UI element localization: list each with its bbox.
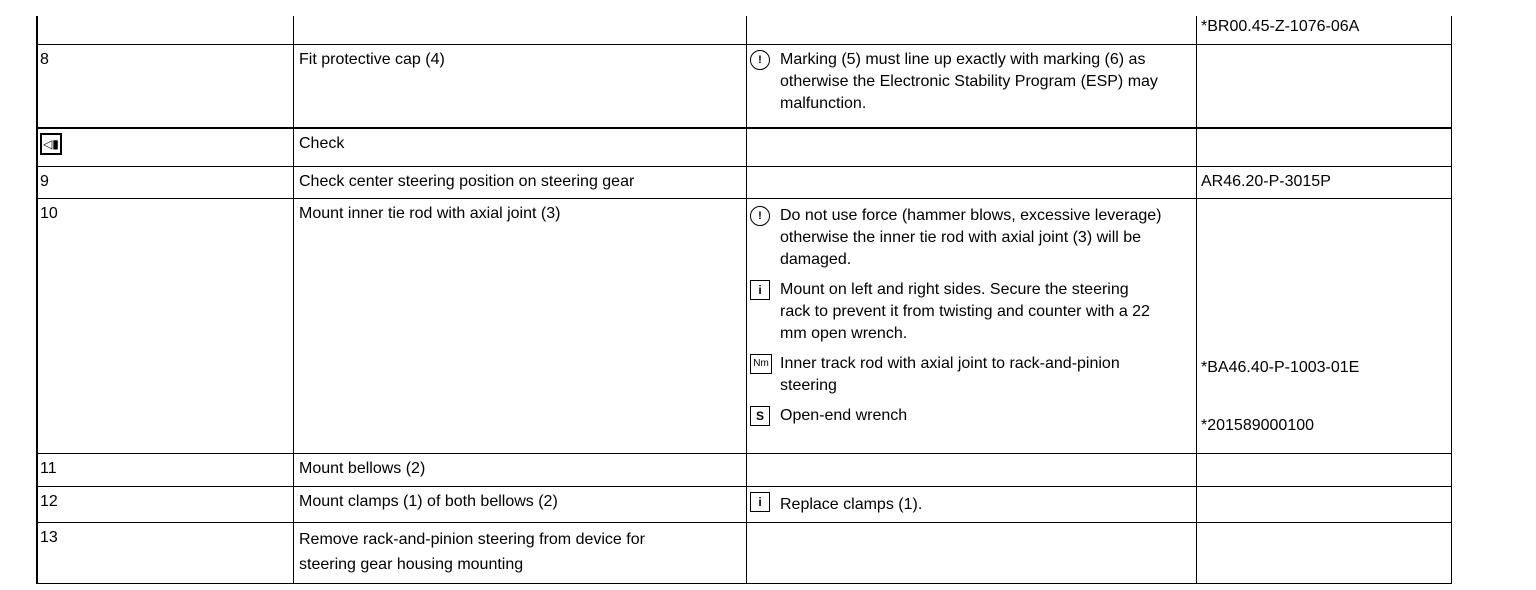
- notes-cell: [746, 523, 1196, 583]
- note: Nm Inner track rod with axial joint to rack-and-pinion steering: [750, 353, 1170, 397]
- step-cell: 9: [40, 173, 49, 190]
- table-row: [36, 16, 1452, 45]
- ref-cell[interactable]: *BR00.45-Z-1076-06A: [1196, 16, 1454, 44]
- torque-ref[interactable]: *BA46.40-P-1003-01E: [1201, 359, 1360, 376]
- table-row: [36, 523, 1452, 584]
- table-row: [36, 167, 1452, 199]
- action-cell: Check: [293, 129, 746, 166]
- info-icon: i: [750, 492, 770, 512]
- notes-cell: [746, 167, 1196, 198]
- notes-cell: [746, 487, 1196, 522]
- table-row: [36, 487, 1452, 523]
- notes-cell: [746, 129, 1196, 166]
- tool-icon: S: [750, 406, 770, 426]
- action-cell: Mount inner tie rod with axial joint (3): [293, 199, 746, 453]
- ref-cell[interactable]: AR46.20-P-3015P: [1196, 167, 1454, 198]
- note: S Open-end wrench: [750, 405, 1194, 427]
- table-row: [36, 44, 1452, 129]
- warning-icon: !: [750, 206, 770, 226]
- check-icon: ◁▮: [40, 133, 62, 155]
- step-cell: 8: [40, 51, 49, 68]
- ref-cell: [1196, 199, 1454, 453]
- ref-cell: [1196, 523, 1454, 583]
- step-cell: 12: [40, 493, 58, 510]
- ref-cell: [1196, 45, 1454, 127]
- ref-cell: [1196, 129, 1454, 166]
- notes-cell: [746, 16, 1196, 44]
- warning-icon: !: [750, 50, 770, 70]
- action-cell: Mount clamps (1) of both bellows (2): [293, 487, 746, 522]
- ref-cell: [1196, 487, 1454, 522]
- notes-cell: [746, 199, 1196, 453]
- action-cell: Remove rack-and-pinion steering from device for steering gear housing mounting: [293, 523, 746, 583]
- note: ! Do not use force (hammer blows, excessive leverage) otherwise the inner tie rod with axial joint (3) will be damaged.: [750, 205, 1180, 271]
- table-row: [36, 454, 1452, 487]
- notes-cell: [746, 454, 1196, 486]
- tool-ref[interactable]: *201589000100: [1201, 417, 1315, 434]
- table-row: [36, 199, 1452, 454]
- note: i Replace clamps (1).: [750, 491, 1194, 516]
- note: i Mount on left and right sides. Secure the steering rack to prevent it from twisting and counter with a 22 mm open wrench.: [750, 279, 1160, 345]
- step-cell: [38, 129, 293, 166]
- action-cell: Mount bellows (2): [293, 454, 746, 486]
- step-cell: 13: [40, 529, 58, 546]
- table-row: [36, 129, 1452, 167]
- info-icon: i: [750, 280, 770, 300]
- action-cell: [293, 16, 746, 44]
- action-cell: Check center steering position on steering gear: [293, 167, 746, 198]
- torque-nm-icon: Nm: [750, 354, 772, 374]
- step-cell: 11: [40, 460, 57, 477]
- ref-cell: [1196, 454, 1454, 486]
- step-cell: [38, 16, 293, 44]
- note: ! Marking (5) must line up exactly with marking (6) as otherwise the Electronic Stability Program (ESP) may malfunction.: [750, 49, 1194, 115]
- step-cell: 10: [40, 205, 58, 222]
- action-cell: Fit protective cap (4): [293, 45, 746, 127]
- notes-cell: [746, 45, 1196, 127]
